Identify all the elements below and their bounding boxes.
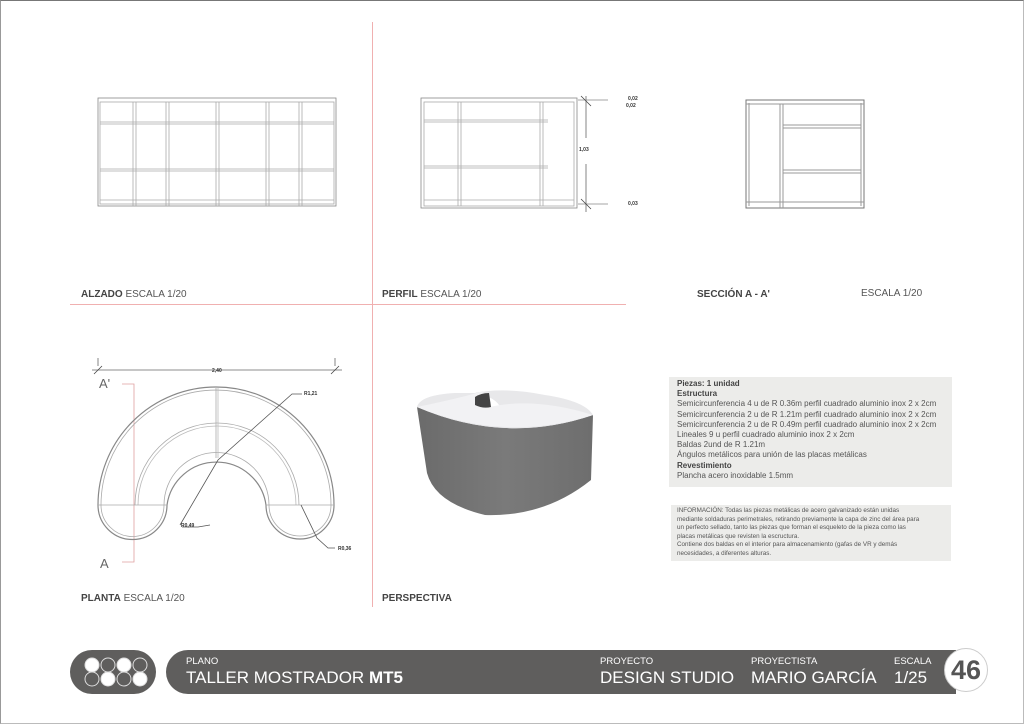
circles-logo-icon bbox=[70, 650, 156, 694]
specs-item: Lineales 9 u perfil cuadrado aluminio inox 2 x 2cm bbox=[677, 430, 855, 440]
info-note-line: un perfecto sellado, tanto las piezas que forman el esqueleto de la pieza como las bbox=[677, 524, 906, 532]
specs-cladding: Plancha acero inoxidable 1.5mm bbox=[677, 470, 794, 480]
alzado-drawing bbox=[96, 96, 340, 211]
seccion-scale: ESCALA 1/20 bbox=[861, 288, 923, 299]
specs-cladding-heading: Revestimiento bbox=[677, 460, 732, 470]
specs-item: Semicircunferencia 4 u de R 0.36m perfil cuadrado aluminio inox 2 x 2cm bbox=[677, 399, 937, 409]
specs-item: Ángulos metálicos para unión de las placas metálicas bbox=[677, 450, 867, 460]
perfil-drawing bbox=[418, 94, 608, 214]
specs-item: Baldas 2und de R 1.21m bbox=[677, 440, 766, 450]
proyectista-label: PROYECTISTA bbox=[751, 656, 818, 667]
info-note-line: necesidades, a diferentes alturas. bbox=[677, 549, 772, 557]
info-note-line: placas metálicas que revisten la escructura. bbox=[677, 532, 800, 540]
perfil-dim-bottom: 0,03 bbox=[628, 201, 638, 207]
proyecto-label: PROYECTO bbox=[600, 656, 654, 667]
specs-item: Semicircunferencia 2 u de R 1.21m perfil cuadrado aluminio inox 2 x 2cm bbox=[677, 409, 937, 419]
proyectista-value: MARIO GARCÍA bbox=[751, 668, 877, 687]
planta-dim-r-inner: R0,49 bbox=[181, 523, 195, 529]
planta-label: PLANTA ESCALA 1/20 bbox=[81, 593, 185, 604]
specs-pieces: Piezas: 1 unidad bbox=[677, 379, 740, 388]
proyecto-value: DESIGN STUDIO bbox=[600, 668, 735, 687]
perfil-dim-height: 1,03 bbox=[579, 147, 589, 153]
perspectiva-label: PERSPECTIVA bbox=[382, 593, 452, 604]
page-number: 46 bbox=[944, 648, 988, 692]
escala-label: ESCALA bbox=[894, 656, 932, 667]
planta-drawing bbox=[70, 350, 365, 580]
perfil-label: PERFIL ESCALA 1/20 bbox=[382, 289, 482, 300]
specs-box bbox=[669, 377, 952, 487]
info-note bbox=[671, 505, 951, 561]
perspectiva-render bbox=[405, 385, 605, 525]
seccion-drawing bbox=[744, 96, 868, 212]
plano-value: TALLER MOSTRADOR MT5 bbox=[186, 668, 403, 687]
planta-dim-r-outer: R1,21 bbox=[304, 391, 318, 397]
section-mark-top: A' bbox=[99, 376, 111, 391]
guide-vertical-left bbox=[372, 22, 373, 607]
perfil-dim-top1: 0,02 bbox=[628, 96, 638, 102]
studio-logo bbox=[70, 650, 156, 694]
plano-label: PLANO bbox=[186, 656, 219, 667]
specs-item: Semicircunferencia 2 u de R 0.49m perfil cuadrado aluminio inox 2 x 2cm bbox=[677, 419, 937, 429]
alzado-label: ALZADO ESCALA 1/20 bbox=[81, 289, 187, 300]
info-note-line: mediante soldaduras perimetrales, retirando previamente la capa de zinc del área para bbox=[677, 515, 920, 523]
info-note-line: INFORMACIÓN: Todas las piezas metálicas de acero galvanizado están unidas bbox=[677, 507, 900, 514]
escala-value: 1/25 bbox=[894, 668, 928, 687]
planta-dim-r-end: R0,36 bbox=[338, 546, 352, 552]
perfil-dim-top2: 0,02 bbox=[626, 103, 636, 109]
planta-dim-width: 2,40 bbox=[212, 368, 222, 374]
specs-structure-heading: Estructura bbox=[677, 389, 718, 399]
seccion-label: SECCIÓN A - A' bbox=[697, 289, 770, 300]
guide-horizontal bbox=[70, 304, 626, 305]
section-mark-bottom: A bbox=[100, 556, 109, 571]
title-block bbox=[166, 650, 956, 694]
info-note-line: Contiene dos baldas en el interior para almacenamiento (gafas de VR y demás bbox=[677, 541, 898, 549]
